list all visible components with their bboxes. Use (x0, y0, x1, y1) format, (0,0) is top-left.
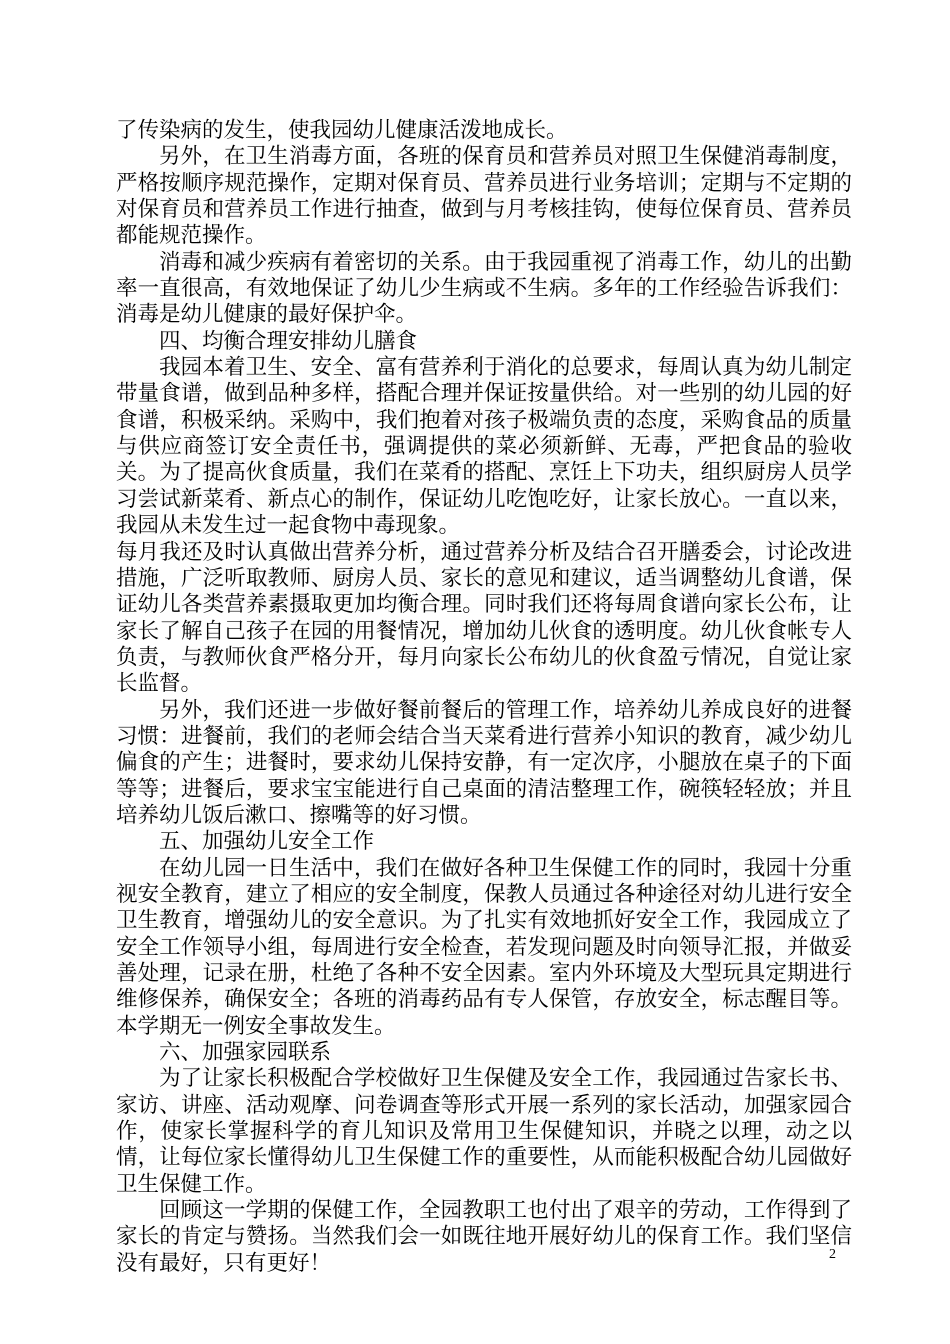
paragraph-family-contact: 为了让家长积极配合学校做好卫生保健及安全工作，我园通过告家长书、家访、讲座、活动观摩、问卷调查等形式开展一系列的家长活动，加强家园合作，使家长掌握科学的育儿知识及常用卫生保健知识，并晓之以理，动之以情，让每位家长懂得幼儿卫生保健工作的重要性，从而能积极配合幼儿园做好卫生保健工作。 (116, 1066, 852, 1197)
paragraph-disinfection: 另外，在卫生消毒方面，各班的保育员和营养员对照卫生保健消毒制度，严格按顺序规范操作，定期对保育员、营养员进行业务培训；定期与不定期的对保育员和营养员工作进行抽查，做到与月考核挂钩，使每位保育员、营养员都能规范操作。 (116, 144, 852, 249)
paragraph-continuation: 了传染病的发生，使我园幼儿健康活泼地成长。 (116, 118, 568, 143)
paragraph-conclusion: 回顾这一学期的保健工作，全园教职工也付出了艰辛的劳动，工作得到了家长的肯定与赞扬。当然我们会一如既往地开展好幼儿的保育工作。我们坚信没有最好，只有更好！ (116, 1198, 852, 1276)
paragraph-diet-requirements: 我园本着卫生、安全、富有营养利于消化的总要求，每周认真为幼儿制定带量食谱，做到品种多样，搭配合理并保证按量供给。对一些别的幼儿园的好食谱，积极采纳。采购中，我们抱着对孩子极端负责的态度，采购食品的质量与供应商签订安全责任书，强调提供的菜必须新鲜、无毒，严把食品的验收关。为了提高伙食质量，我们在菜肴的搭配、烹饪上下功夫，组织厨房人员学习尝试新菜肴、新点心的制作，保证幼儿吃饱吃好，让家长放心。一直以来，我园从未发生过一起食物中毒现象。 (116, 355, 852, 539)
document-body (116, 118, 852, 1277)
paragraph-safety-work: 在幼儿园一日生活中，我们在做好各种卫生保健工作的同时，我园十分重视安全教育，建立了相应的安全制度，保教人员通过各种途径对幼儿进行安全卫生教育，增强幼儿的安全意识。为了扎实有效地抓好安全工作，我园成立了安全工作领导小组，每周进行安全检查，若发现问题及时向领导汇报，并做妥善处理，记录在册，杜绝了各种不安全因素。室内外环境及大型玩具定期进行维修保养，确保安全；各班的消毒药品有专人保管，存放安全，标志醒目等。本学期无一例安全事故发生。 (116, 855, 852, 1039)
paragraph-meal-habits: 另外，我们还进一步做好餐前餐后的管理工作，培养幼儿养成良好的进餐习惯：进餐前，我们的老师会结合当天菜肴进行营养小知识的教育，减少幼儿偏食的产生；进餐时，要求幼儿保持安静，有一定次序，小腿放在桌子的下面等等；进餐后，要求宝宝能进行自己桌面的清洁整理工作，碗筷轻轻放；并且培养幼儿饭后漱口、擦嘴等的好习惯。 (116, 697, 852, 828)
section-heading-diet: 四、均衡合理安排幼儿膳食 (159, 328, 418, 354)
paragraph-nutrition-analysis: 每月我还及时认真做出营养分析，通过营养分析及结合召开膳委会，讨论改进措施，广泛听取教师、厨房人员、家长的意见和建议，适当调整幼儿食谱，保证幼儿各类营养素摄取更加均衡合理。同时我们还将每周食谱向家长公布，让家长了解自己孩子在园的用餐情况，增加幼儿伙食的透明度。幼儿伙食帐专人负责，与教师伙食严格分开，每月向家长公布幼儿的伙食盈亏情况，自觉让家长监督。 (116, 539, 852, 697)
paragraph-disinfection-benefit: 消毒和减少疾病有着密切的关系。由于我园重视了消毒工作，幼儿的出勤率一直很高，有效地保证了幼儿少生病或不生病。多年的工作经验告诉我们：消毒是幼儿健康的最好保护伞。 (116, 249, 852, 328)
page-number: 2 (829, 1247, 836, 1262)
section-heading-family: 六、加强家园联系 (159, 1040, 332, 1066)
section-heading-safety: 五、加强幼儿安全工作 (159, 829, 375, 855)
